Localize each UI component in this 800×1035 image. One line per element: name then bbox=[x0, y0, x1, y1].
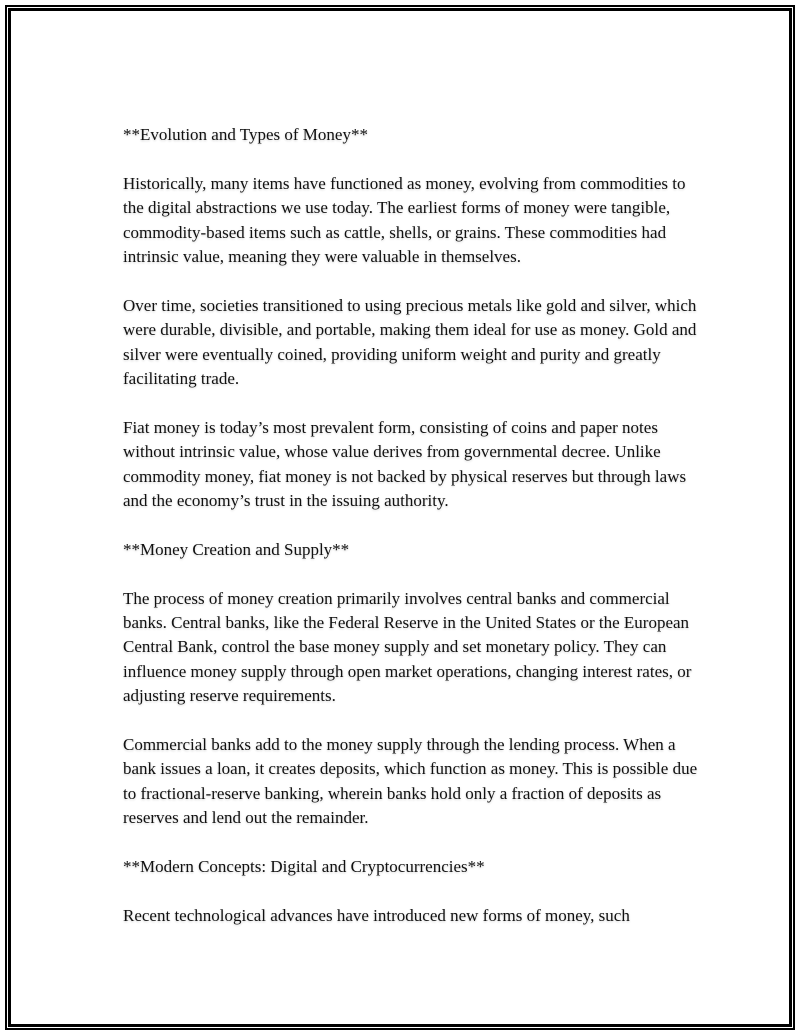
paragraph-fiat-money: Fiat money is today’s most prevalent form, consisting of coins and paper notes without intrinsic value, whose value derives from governmental decree. Unlike commodity money, fiat money is not backed by physical reserves but through laws and the economy’s trust in the issuing authority. bbox=[123, 417, 687, 511]
document-body bbox=[123, 123, 703, 953]
paragraph-history: Historically, many items have functioned as money, evolving from commodities to the digital abstractions we use today. The earliest forms of money were tangible, commodity-based items such as cattle, shells, or grains. These commodities had intrinsic value, meaning they were valuable in themselves. bbox=[123, 173, 686, 267]
section-heading-modern-concepts: **Modern Concepts: Digital and Cryptocurrencies** bbox=[123, 857, 485, 877]
section-heading-money-creation: **Money Creation and Supply** bbox=[123, 539, 350, 559]
paragraph-precious-metals: Over time, societies transitioned to using precious metals like gold and silver, which were durable, divisible, and portable, making them ideal for use as money. Gold and silver were eventually coined, providing uniform weight and purity and greatly facilitating trade. bbox=[123, 295, 697, 389]
page-border bbox=[5, 5, 795, 1030]
paragraph-commercial-banks: Commercial banks add to the money supply through the lending process. When a bank issues a loan, it creates deposits, which function as money. This is possible due to fractional-reserve banking, wherein banks hold only a fraction of deposits as reserves and lend out the remainder. bbox=[123, 735, 698, 828]
paragraph-central-banks: The process of money creation primarily involves central banks and commercial banks. Central banks, like the Federal Reserve in the United States or the European Central Bank, control the base money supply and set monetary policy. They can influence money supply through open market operations, changing interest rates, or adjusting reserve requirements. bbox=[123, 588, 692, 706]
section-heading-evolution: **Evolution and Types of Money** bbox=[123, 125, 368, 144]
paragraph-technological-advances: Recent technological advances have introduced new forms of money, such bbox=[123, 905, 630, 925]
